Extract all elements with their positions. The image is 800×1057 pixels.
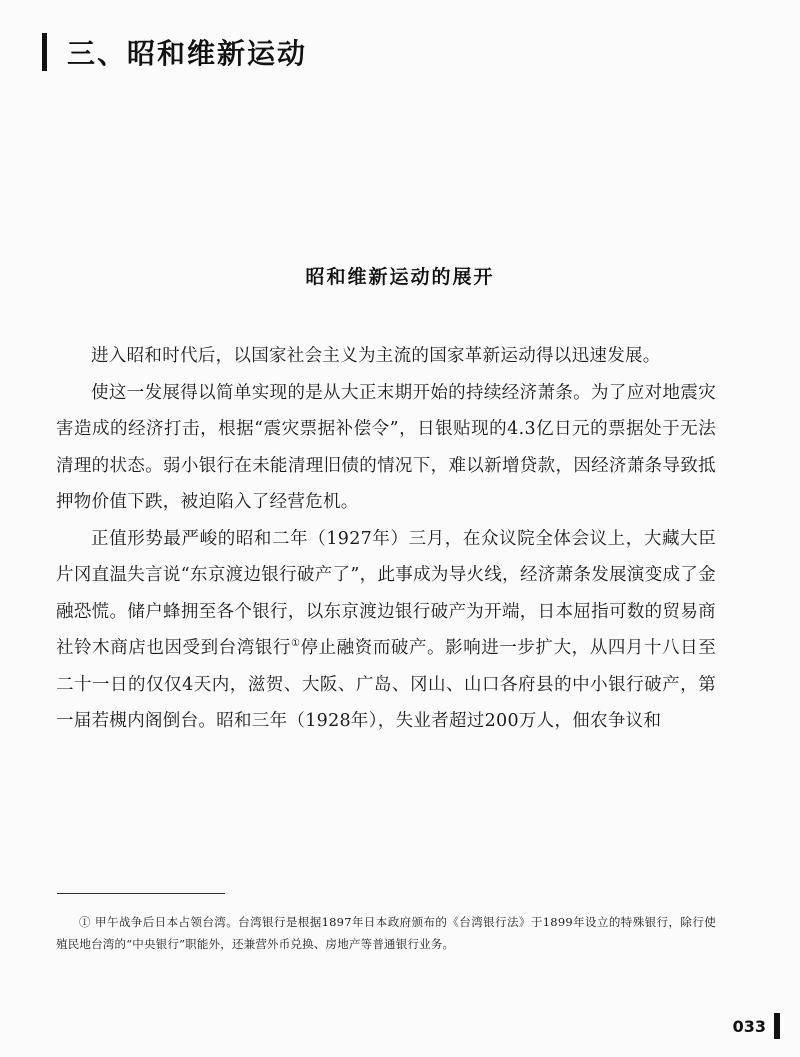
chapter-title: 三、昭和维新运动	[67, 37, 308, 70]
paragraph-3-part-2: 停止融资而破产。影响进一步扩大，从四月十八日至二十一日的仅仅4天内，滋贺、大阪、广岛、冈山、山口各府县的中小银行破产，第一届若槻内阁倒台。昭和三年（1928年），失业者超过200万人，佃农争议和	[56, 638, 716, 731]
footnote-divider	[57, 893, 225, 894]
chapter-heading	[42, 30, 307, 74]
page-number-bar	[774, 1013, 780, 1039]
paragraph-1: 进入昭和时代后，以国家社会主义为主流的国家革新运动得以迅速发展。	[91, 346, 661, 366]
page-number: 033	[732, 1016, 766, 1036]
paragraph-3-part-1: 正值形势最严峻的昭和二年（1927年）三月，在众议院全体会议上，大藏大臣片冈直温失言说“东京渡边银行破产了”，此事成为导火线，经济萧条发展演变成了金融恐慌。储户蜂拥至各个银行，以东京渡边银行破产为开端，日本屈指可数的贸易商社铃木商店也因受到台湾银行	[56, 528, 716, 658]
paragraph-2: 使这一发展得以简单实现的是从大正末期开始的持续经济萧条。为了应对地震灾害造成的经济打击，根据“震灾票据补偿令”，日银贴现的4.3亿日元的票据处于无法清理的状态。弱小银行在未能清理旧债的情况下，难以新增贷款，因经济萧条导致抵押物价值下跌，被迫陷入了经营危机。	[56, 382, 716, 512]
page-number-block	[733, 1013, 780, 1039]
paragraph-3	[56, 521, 716, 740]
chapter-heading-bar	[42, 33, 47, 71]
body-text	[56, 338, 716, 740]
section-title: 昭和维新运动的展开	[305, 266, 495, 288]
footnote: ① 甲午战争后日本占领台湾。台湾银行是根据1897年日本政府颁布的《台湾银行法》于1899年设立的特殊银行，除行使殖民地台湾的“中央银行”职能外，还兼营外币兑换、房地产等普通银行业务。	[56, 915, 716, 951]
footnote-reference: ①	[290, 638, 301, 650]
